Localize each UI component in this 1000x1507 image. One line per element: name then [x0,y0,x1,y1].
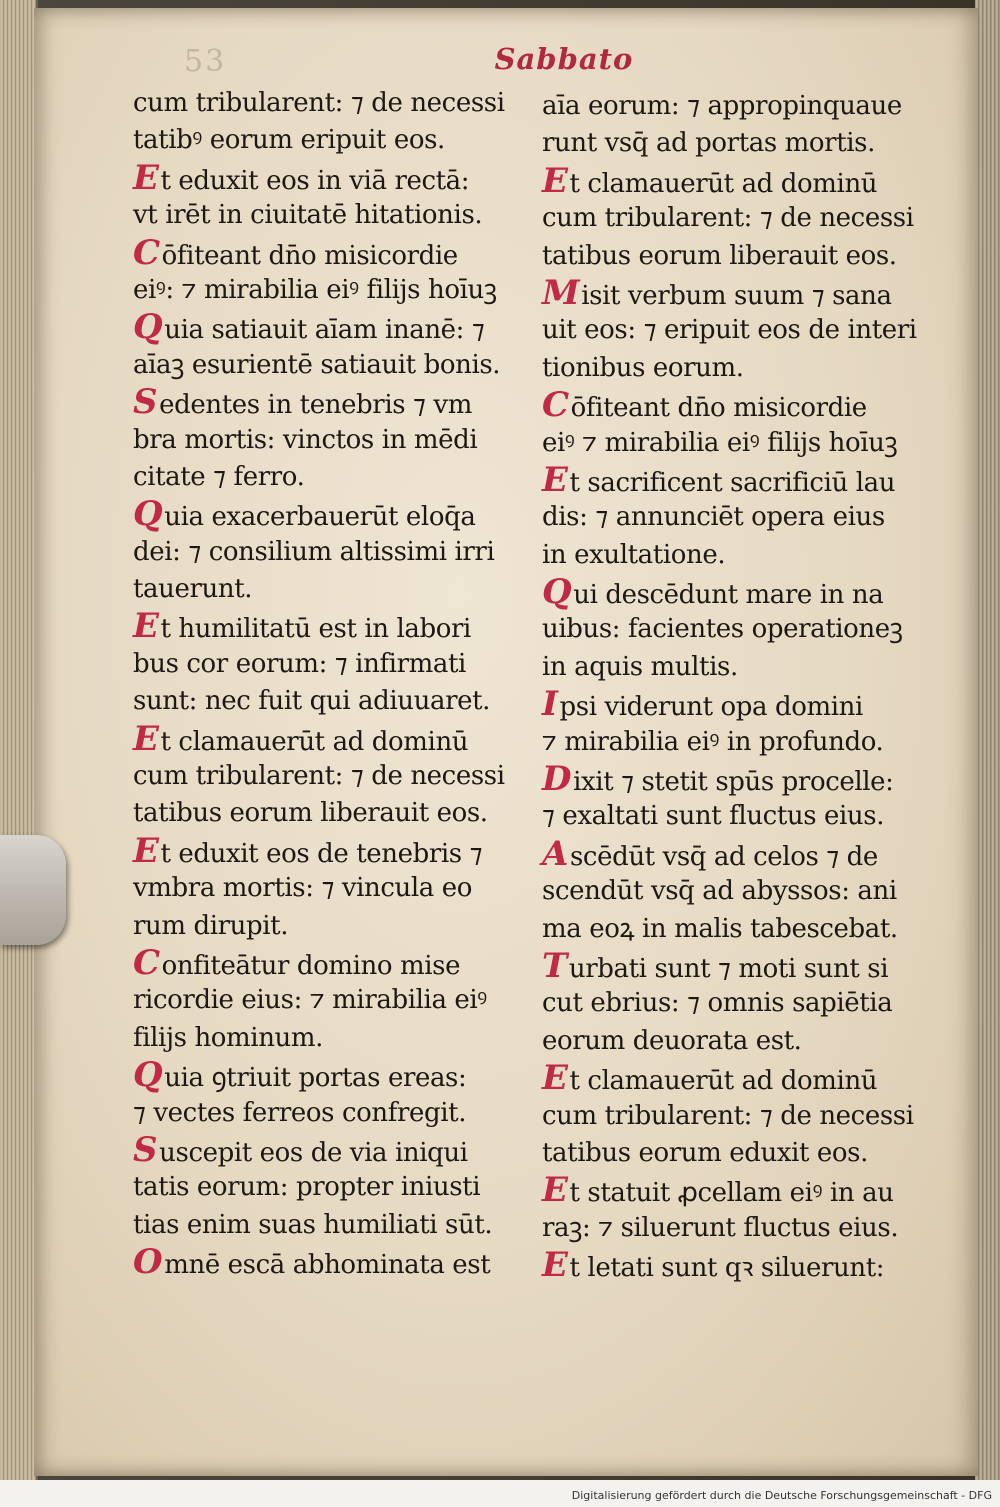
text-line [542,312,922,349]
line-text: t eduxit eos de tenebris ⁊ [160,838,483,869]
text-line [542,611,922,648]
text-line [542,160,922,201]
text-line [133,422,513,459]
line-text: cum tribularent: ⁊ de necessi [542,203,914,234]
rubricated-initial: C [133,232,160,273]
line-text: t clamauerūt ad dominū [569,168,878,199]
line-text: cum tribularent: ⁊ de necessi [133,88,505,118]
line-text: tatibus eorum liberauit eos. [133,798,488,829]
rubricated-initial: E [542,1245,568,1286]
text-line [133,157,513,198]
line-text: isit verbum suum ⁊ sana [581,280,892,311]
text-line [133,1169,513,1206]
text-line [133,272,513,309]
text-line [542,238,922,275]
rubricated-initial: S [133,382,158,423]
text-line [542,833,922,874]
line-text: eiꝰ ⁊ mirabilia eiꝰ filijs hoīuꝫ [542,427,898,458]
line-text: tatibus eorum liberauit eos. [542,240,897,271]
line-text: ricordie eius: ⁊ mirabilia eiꝰ [133,985,487,1016]
line-text: t humilitatū est in labori [160,614,471,645]
line-text: t clamauerūt ad dominū [569,1066,878,1097]
line-text: vmbra mortis: ⁊ vincula eo [133,873,473,904]
running-head: Sabbato [494,42,634,76]
text-line [542,873,922,910]
line-text: scēdūt vsq̄ ad celos ⁊ de [569,841,878,872]
text-line [133,830,513,871]
text-line [542,945,922,986]
rubricated-initial: E [133,606,159,647]
rubricated-initial: E [133,830,159,871]
rubricated-initial: Q [542,572,572,613]
line-text: ⁊ mirabilia eiꝰ in profundo. [542,726,884,757]
line-text: tauerunt. [133,574,253,605]
line-text: cum tribularent: ⁊ de necessi [542,1100,914,1131]
text-line [542,649,922,686]
text-line [542,387,922,424]
rubricated-initial: Q [133,307,163,348]
rubricated-initial: T [542,945,567,986]
line-text: t eduxit eos in viā rectā: [160,165,470,196]
text-line [542,1135,922,1172]
line-text: tatibus eorum eduxit eos. [542,1137,868,1168]
text-line [133,795,513,832]
text-line [542,1098,922,1135]
line-text: ⁊ exaltati sunt fluctus eius. [542,801,885,832]
text-line [133,347,513,384]
line-text: t statuit ꝓcellam eiꝰ in au [569,1178,894,1209]
text-line [133,942,513,983]
text-line [542,272,922,313]
line-text: uia ꝯtriuit portas ereas: [164,1063,467,1094]
line-text: eiꝰ: ⁊ mirabilia eiꝰ filijs hoīuꝫ [133,274,497,305]
line-text: bus cor eorum: ⁊ infirmati [133,648,466,679]
text-line [542,350,922,387]
right-text-column [542,88,922,1285]
text-line [133,683,513,720]
rubricated-initial: E [542,160,568,201]
text-line [133,1095,513,1132]
text-line [542,425,922,462]
text-line [542,911,922,948]
text-line [542,985,922,1022]
rubricated-initial: E [133,157,159,198]
line-text: citate ⁊ ferro. [133,461,305,492]
text-line [133,1020,513,1057]
rubricated-initial: D [542,759,572,800]
digitization-credit: Digitalisierung gefördert durch die Deutsche Forschungsgemeinschaft - DFG [571,1489,992,1502]
text-line [133,197,513,234]
line-text: uia exacerbauerūt eloq̄a [164,502,476,533]
line-text: tionibus eorum. [542,352,744,383]
line-text: ōfiteant dn̄o misicordie [570,393,867,424]
text-line [133,870,513,907]
text-line [133,982,513,1019]
line-text: edentes in tenebris ⁊ vm [159,390,472,421]
text-line [133,384,513,421]
text-line [133,122,513,159]
text-line [542,761,922,798]
text-line [542,686,922,723]
text-line [133,309,513,346]
text-line [542,459,922,500]
text-line [542,200,922,237]
line-text: in exultatione. [542,539,726,570]
line-text: cum tribularent: ⁊ de necessi [133,761,505,792]
line-text: urbati sunt ⁊ moti sunt si [568,953,889,984]
text-line [133,571,513,608]
text-line [133,1244,513,1281]
line-text: t sacrificent sacrificiū lau [569,467,896,498]
text-line [542,537,922,574]
line-text: uit eos: ⁊ eripuit eos de interi [542,315,917,346]
rubricated-initial: M [542,272,580,313]
text-line [542,1172,922,1209]
rubricated-initial: S [133,1129,158,1170]
line-text: mnē escā abhominata est [164,1250,491,1281]
line-text: sunt: nec fuit qui adiuuaret. [133,686,491,717]
line-text: ui descēdunt mare in na [573,580,884,611]
text-line [542,724,922,761]
rubricated-initial: E [542,459,568,500]
line-text: runt vsq̄ ad portas mortis. [542,128,875,159]
page-stack-right [975,0,1000,1480]
line-text: raꝫ: ⁊ siluerunt fluctus eius. [542,1212,899,1243]
text-line [133,646,513,683]
text-line [542,798,922,835]
line-text: ōfiteant dn̄o misicordie [161,240,458,271]
line-text: psi viderunt opa domini [559,692,863,723]
line-text: uibus: facientes operationeꝫ [542,614,903,645]
text-line [133,496,513,533]
text-line [542,1023,922,1060]
text-line [133,1207,513,1244]
page-number: 53 [184,44,227,79]
line-text: ⁊ vectes ferreos confregit. [133,1097,467,1128]
text-line [542,1210,922,1247]
clasp [0,835,66,945]
page-stack-left [0,0,38,1480]
line-text: eorum deuorata est. [542,1025,802,1056]
line-text: tias enim suas humiliati sūt. [133,1209,493,1240]
rubricated-initial: O [133,1242,163,1283]
rubricated-initial: C [542,385,569,426]
line-text: t letati sunt qꝛ siluerunt: [569,1253,885,1284]
text-line [133,608,513,645]
line-text: vt irēt in ciuitatē hitationis. [133,200,483,231]
line-text: ma eoꝝ in malis tabescebat. [542,913,898,944]
line-text: uia satiauit aīam inanē: ⁊ [164,315,485,346]
line-text: aīaꝫ esurientē satiauit bonis. [133,349,501,380]
text-line [133,1129,513,1170]
line-text: in aquis multis. [542,651,738,682]
line-text: dis: ⁊ annunciēt opera eius [542,502,885,533]
line-text: dei: ⁊ consilium altissimi irri [133,536,495,567]
left-text-column [133,85,513,1282]
line-text: filijs hominum. [133,1022,324,1053]
text-line [133,232,513,273]
line-text: tatis eorum: propter iniusti [133,1172,481,1203]
text-line [133,85,513,122]
rubricated-initial: C [133,942,160,983]
text-line [542,88,922,125]
line-text: ixit ⁊ stetit spūs procelle: [573,767,894,798]
text-line [542,1060,922,1097]
line-text: t clamauerūt ad dominū [160,726,469,757]
rubricated-initial: Q [133,494,163,535]
line-text: tatibꝰ eorum eripuit eos. [133,125,445,156]
text-line [133,459,513,496]
text-line [542,574,922,611]
rubricated-initial: I [542,684,558,725]
rubricated-initial: A [542,833,568,874]
rubricated-initial: Q [133,1055,163,1096]
text-line [133,1057,513,1094]
line-text: onfiteātur domino mise [161,950,461,981]
line-text: scendūt vsq̄ ad abyssos: ani [542,876,897,907]
text-line [133,908,513,945]
line-text: aīa eorum: ⁊ appropinquaue [542,91,902,121]
rubricated-initial: E [133,718,159,759]
text-line [133,758,513,795]
line-text: uscepit eos de via iniqui [159,1137,468,1168]
line-text: rum dirupit. [133,910,289,941]
text-line [133,534,513,571]
text-line [542,125,922,162]
text-line [542,1247,922,1284]
text-line [542,499,922,536]
text-line [133,718,513,759]
rubricated-initial: E [542,1170,568,1211]
line-text: bra mortis: vinctos in mēdi [133,424,478,455]
rubricated-initial: E [542,1058,568,1099]
line-text: cut ebrius: ⁊ omnis sapiētia [542,988,893,1019]
